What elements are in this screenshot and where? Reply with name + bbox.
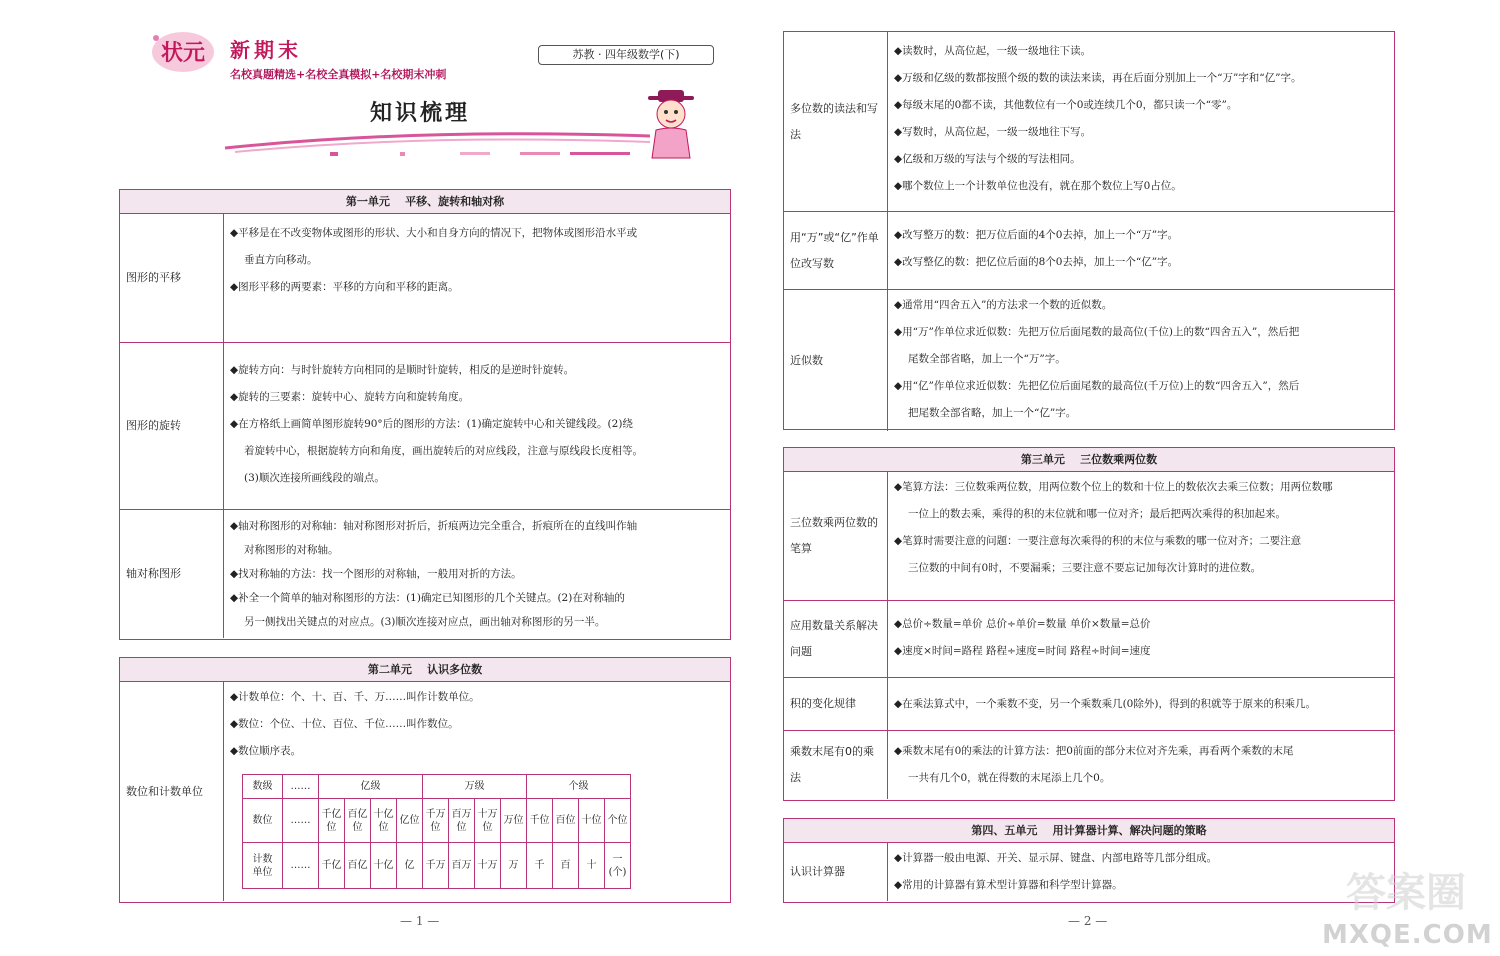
table-cell: 十亿位 — [371, 799, 397, 843]
content-line: ◆用“亿”作单位求近似数：先把亿位后面尾数的最高位(千万位)上的数“四舍五入”，然后 — [894, 380, 1300, 392]
row-label: 乘数末尾有0的乘法 — [784, 731, 888, 799]
content-line: 尾数全部省略，加上一个“万”字。 — [908, 353, 1066, 365]
row-label: 图形的平移 — [120, 214, 224, 342]
table-cell: 千位 — [527, 799, 553, 843]
content-line: ◆万级和亿级的数都按照个级的数的读法来读，再在后面分别加上一个“万”字和“亿”字。 — [894, 72, 1302, 84]
row-content — [888, 731, 1394, 799]
unit2-row-reading-writing — [784, 32, 1394, 212]
brand-slogan: 名校真题精选+名校全真模拟+名校期末冲刺 — [230, 68, 447, 81]
table-cell: 十亿 — [371, 843, 397, 889]
zhuangyuan-logo — [150, 30, 216, 74]
table-cell: 数位 — [243, 799, 283, 843]
content-line: ◆每级末尾的0都不读，其他数位有一个0或连续几个0，都只读一个“零”。 — [894, 99, 1238, 111]
unit45-section — [783, 818, 1395, 903]
content-line: ◆通常用“四舍五入”的方法求一个数的近似数。 — [894, 299, 1113, 311]
row-label: 轴对称图形 — [120, 510, 224, 638]
brand-name: 新期末 — [230, 38, 302, 62]
content-line: 把尾数全部省略，加上一个“亿”字。 — [908, 407, 1077, 419]
place-value-table — [242, 774, 631, 889]
right-page — [750, 0, 1500, 956]
table-cell: 亿 — [397, 843, 423, 889]
table-cell: 一(个) — [605, 843, 631, 889]
table-cell: 十万位 — [475, 799, 501, 843]
table-cell: 亿级 — [319, 775, 423, 799]
page-number: — 1 — — [400, 914, 440, 928]
content-line: ◆数位：个位、十位、百位、千位……叫作数位。 — [230, 718, 459, 730]
table-row — [243, 775, 631, 799]
table-cell: 千 — [527, 843, 553, 889]
row-label: 认识计算器 — [784, 843, 888, 901]
row-content — [888, 290, 1394, 431]
table-cell: 十万 — [475, 843, 501, 889]
unit1-row-translation — [120, 214, 730, 343]
content-line: ◆写数时，从高位起，一级一级地往下写。 — [894, 126, 1092, 138]
table-cell: 千亿 — [319, 843, 345, 889]
content-line: ◆旋转的三要素：旋转中心、旋转方向和旋转角度。 — [230, 391, 470, 403]
page-number: — 2 — — [1068, 914, 1108, 928]
unit45-title: 第四、五单元 用计算器计算、解决问题的策略 — [784, 819, 1394, 843]
table-cell: 百亿位 — [345, 799, 371, 843]
content-line: ◆总价÷数量=单价 总价÷单价=数量 单价×数量=总价 — [894, 618, 1151, 630]
row-label: 应用数量关系解决问题 — [784, 601, 888, 677]
content-line: ◆补全一个简单的轴对称图形的方法：(1)确定已知图形的几个关键点。(2)在对称轴的 — [230, 592, 625, 604]
content-line: 三位数的中间有0时，不要漏乘；三要注意不要忘记加每次计算时的进位数。 — [908, 562, 1262, 574]
row-content — [224, 343, 730, 509]
content-line: ◆图形平移的两要素：平移的方向和平移的距离。 — [230, 281, 459, 293]
table-cell: 百亿 — [345, 843, 371, 889]
row-content — [888, 32, 1394, 211]
row-content — [888, 472, 1394, 600]
content-line: ◆常用的计算器有算术型计算器和科学型计算器。 — [894, 879, 1123, 891]
content-line: ◆改写整亿的数：把亿位后面的8个0去掉，加上一个“亿”字。 — [894, 256, 1179, 268]
table-cell: 千万位 — [423, 799, 449, 843]
table-cell: …… — [283, 799, 319, 843]
content-line: 垂直方向移动。 — [244, 254, 318, 266]
unit1-row-axial-symmetry — [120, 510, 730, 638]
row-label: 三位数乘两位数的笔算 — [784, 472, 888, 600]
unit1-row-rotation — [120, 343, 730, 510]
table-cell: 十位 — [579, 799, 605, 843]
table-cell: 计数单位 — [243, 843, 283, 889]
content-line: ◆读数时，从高位起，一级一级地往下读。 — [894, 45, 1092, 57]
table-cell: 万级 — [423, 775, 527, 799]
table-cell: 百 — [553, 843, 579, 889]
content-line: ◆笔算时需要注意的问题：一要注意每次乘得的积的末位与乘数的哪一位对齐；二要注意 — [894, 535, 1302, 547]
content-line: 一共有几个0，就在得数的末尾添上几个0。 — [908, 772, 1111, 784]
unit3-row-trailing-zero-multiplication — [784, 731, 1394, 799]
table-cell: 万 — [501, 843, 527, 889]
table-cell: 千亿位 — [319, 799, 345, 843]
unit2-continued-section — [783, 31, 1395, 430]
unit2-row-approximation — [784, 290, 1394, 431]
row-label: 积的变化规律 — [784, 678, 888, 730]
table-cell: 十 — [579, 843, 605, 889]
table-cell: 百位 — [553, 799, 579, 843]
unit2-title: 第二单元 认识多位数 — [120, 658, 730, 682]
content-line: 对称图形的对称轴。 — [244, 544, 339, 556]
content-line: ◆在乘法算式中，一个乘数不变，另一个乘数乘几(0除外)，得到的积就等于原来的积乘几。 — [894, 698, 1316, 710]
watermark-url: MXQE.COM — [1322, 920, 1493, 950]
table-cell: 千万 — [423, 843, 449, 889]
table-cell: …… — [283, 843, 319, 889]
content-line: ◆改写整万的数：把万位后面的4个0去掉，加上一个“万”字。 — [894, 229, 1179, 241]
content-line: 着旋转中心，根据旋转方向和角度，画出旋转后的对应线段，注意与原线段长度相等。 — [244, 445, 643, 457]
title-swoosh-decoration — [220, 118, 660, 160]
table-cell: 数级 — [243, 775, 283, 799]
content-line: ◆乘数末尾有0的乘法的计算方法：把0前面的部分末位对齐先乘，再看两个乘数的末尾 — [894, 745, 1294, 757]
unit1-title: 第一单元 平移、旋转和轴对称 — [120, 190, 730, 214]
row-content — [888, 678, 1394, 730]
table-row — [243, 843, 631, 889]
content-line: ◆数位顺序表。 — [230, 745, 302, 757]
unit3-section — [783, 447, 1395, 801]
row-label: 近似数 — [784, 290, 888, 431]
table-row — [243, 799, 631, 843]
row-label: 用“万”或“亿”作单位改写数 — [784, 212, 888, 289]
table-cell: 亿位 — [397, 799, 423, 843]
unit3-title: 第三单元 三位数乘两位数 — [784, 448, 1394, 472]
table-cell: 百万 — [449, 843, 475, 889]
unit3-row-quantity-relations — [784, 601, 1394, 678]
row-content — [888, 601, 1394, 677]
table-cell: 个位 — [605, 799, 631, 843]
unit1-section — [119, 189, 731, 640]
subject-badge: 苏教 · 四年级数学(下) — [538, 45, 714, 65]
content-line: ◆用“万”作单位求近似数：先把万位后面尾数的最高位(千位)上的数“四舍五入”，然后把 — [894, 326, 1300, 338]
page-title: 知识梳理 — [370, 100, 471, 126]
content-line: 一位上的数去乘，乘得的积的末位就和哪一位对齐；最后把两次乘得的积加起来。 — [908, 508, 1286, 520]
content-line: 另一侧找出关键点的对应点。(3)顺次连接对应点，画出轴对称图形的另一半。 — [244, 616, 606, 628]
content-line: ◆计数单位：个、十、百、千、万……叫作计数单位。 — [230, 691, 480, 703]
unit45-row-calculator — [784, 843, 1394, 901]
watermark-main-text: 答案圈 — [1346, 870, 1466, 916]
unit2-row-rewrite-units — [784, 212, 1394, 290]
unit3-row-written-calculation — [784, 472, 1394, 601]
content-line: ◆计算器一般由电源、开关、显示屏、键盘、内部电路等几部分组成。 — [894, 852, 1218, 864]
content-line: ◆轴对称图形的对称轴：轴对称图形对折后，折痕两边完全重合，折痕所在的直线叫作轴 — [230, 520, 638, 532]
row-content — [224, 214, 730, 342]
table-cell: …… — [283, 775, 319, 799]
table-cell: 个级 — [527, 775, 631, 799]
table-cell: 万位 — [501, 799, 527, 843]
table-cell: 百万位 — [449, 799, 475, 843]
row-label: 数位和计数单位 — [120, 682, 224, 901]
svg-text:状元: 状元 — [160, 41, 206, 66]
content-line: ◆旋转方向：与时针旋转方向相同的是顺时针旋转，相反的是逆时针旋转。 — [230, 364, 575, 376]
content-line: (3)顺次连接所画线段的端点。 — [244, 472, 385, 484]
row-label: 多位数的读法和写法 — [784, 32, 888, 211]
unit3-row-product-change-rule — [784, 678, 1394, 731]
content-line: ◆笔算方法：三位数乘两位数，用两位数个位上的数和十位上的数依次去乘三位数；用两位数哪 — [894, 481, 1333, 493]
content-line: ◆速度×时间=路程 路程÷速度=时间 路程÷时间=速度 — [894, 645, 1151, 657]
row-content — [888, 212, 1394, 289]
content-line: ◆在方格纸上画简单图形旋转90°后的图形的方法：(1)确定旋转中心和关键线段。(2)绕 — [230, 418, 633, 430]
content-line: ◆找对称轴的方法：找一个图形的对称轴，一般用对折的方法。 — [230, 568, 522, 580]
content-line: ◆平移是在不改变物体或图形的形状、大小和自身方向的情况下，把物体或图形沿水平或 — [230, 227, 638, 239]
content-line: ◆亿级和万级的写法与个级的写法相同。 — [894, 153, 1081, 165]
row-content — [224, 510, 730, 638]
content-line: ◆哪个数位上一个计数单位也没有，就在那个数位上写0占位。 — [894, 180, 1182, 192]
row-label: 图形的旋转 — [120, 343, 224, 509]
mascot-scholar-icon — [646, 88, 696, 160]
